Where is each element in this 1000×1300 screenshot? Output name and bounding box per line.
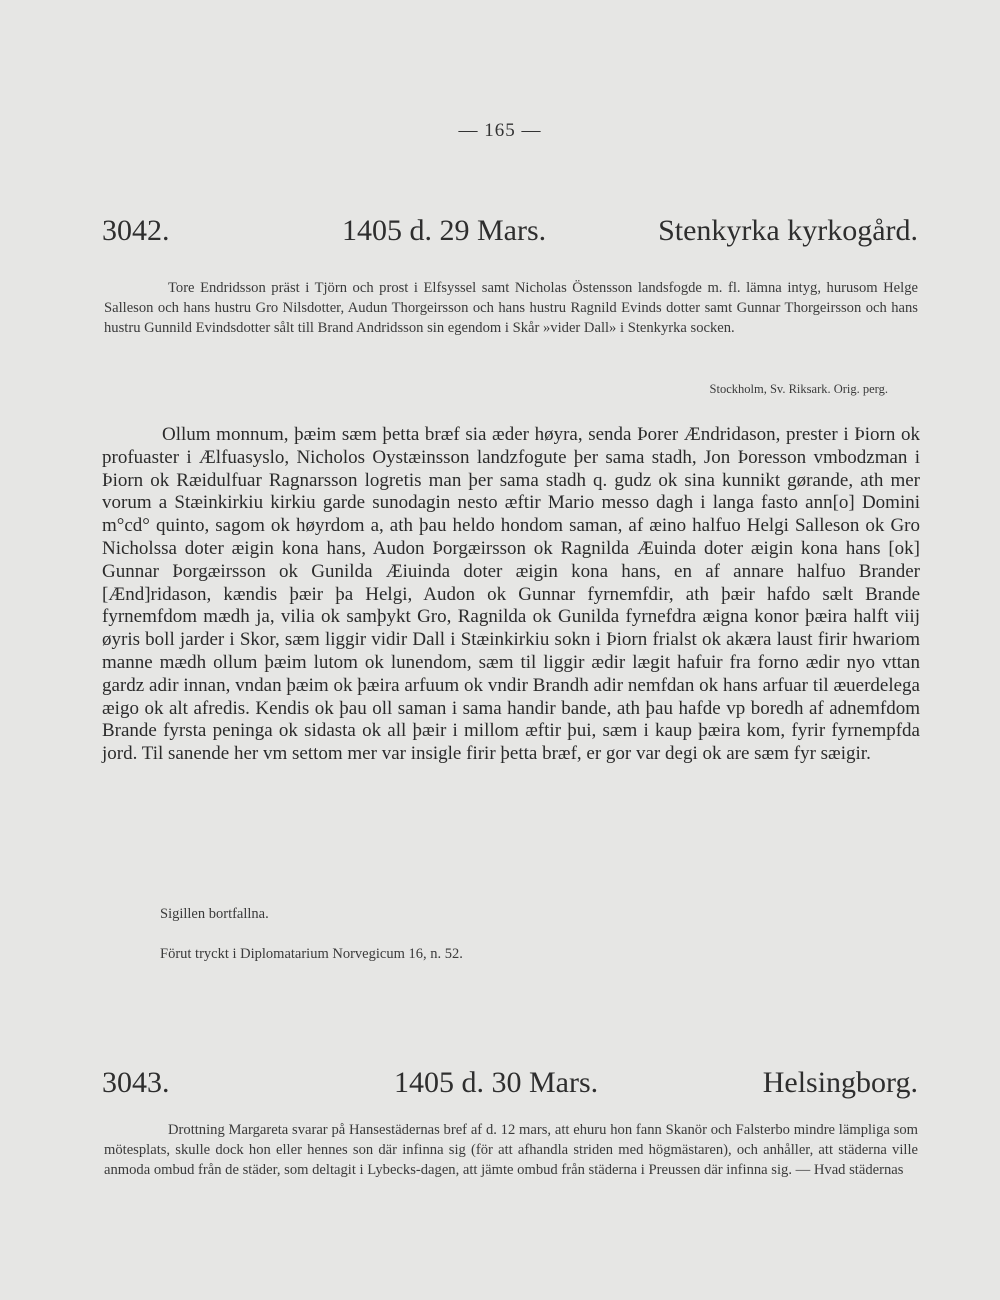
entry-number: 3043. <box>102 1066 170 1099</box>
page-number: — 165 — <box>458 120 542 141</box>
entry-number: 3042. <box>102 214 170 247</box>
entry-summary-3043: Drottning Margareta svarar på Hansestädernas bref af d. 12 mars, att ehuru hon fann Skanör och Falsterbo mindre lämpliga som mötesplats, skulle dock hon eller hennes son där infinna sig (för att afhandla striden med högmästaren), och anhåller, att städerna ville anmoda ombud från de städer, som deltagit i Lybecks-dagen, att jämte ombud från städerna i Preussen där infinna sig. — Hvad städernas <box>104 1122 918 1178</box>
source-reference: Stockholm, Sv. Riksark. Orig. perg. <box>709 382 888 396</box>
document-main-text: Ollum monnum, þæim sæm þetta bræf sia æder høyra, senda Þorer Ændridason, prester i Þiorn ok profuaster i Ælfuasyslo, Nicholos Oystæinsson landzfogute þer sama stadh, Jon Þoresson vmbodzman i Þiorn ok Ræidulfuar Ragnarsson logretis man þer sama stadh q. gudz ok sina kunnikt gørande, ath mer vorum a Stæinkirkiu kirkiu garde sunodagin nesto æftir Mario messo dagh i langa fasto ann[o] Domini m°cd° quinto, sagom ok høyrdom a, ath þau heldo hondom saman, af æino halfuo Helgi Salleson ok Gro Nicholssa doter æigin kona hans, Audon Þorgæirsson ok Ragnilda Æuinda doter æigin kona hans [ok] Gunnar Þorgæirsson ok Gunilda Æiuinda doter æigin kona hans, en af annare halfuo Brander [Ænd]ridason, kændis þæir þa Helgi, Audon ok Gunnar fyrnemfdir, ath þæir hafdo sælt Brande fyrnemfdom mædh ja, vilia ok samþykt Gro, Ragnilda ok Gunilda fyrnefdra æigna konor þæira halft viij øyris boll jarder i Skor, sæm liggir vidir Dall i Stæinkirkiu sokn i Þiorn frialst ok akæra laust firir hwariom manne mædh ollum þæim lutom ok lunendom, sæm til liggir ædir lægit hafuir fra forno ædir nyo vttan gardz adir innan, vndan þæim ok þæira arfuum ok vndir Brandh adir nemfdan ok hans arfuar til æuerdelega æigo ok alt afredis. Kendis ok þau oll saman i sama handir bande, ath þau hafde vp boredh af adnemfdom Brande fyrsta peninga ok sidasta ok all þæir i millom æftir þui, sæm i kaup þæira kom, fyrir fyrnempfda jord. Til sanende her vm settom mer var insigle firir þetta bræf, er gor var degi ok are sæm fyr sæigir. <box>102 424 920 765</box>
entry-date: 1405 d. 29 Mars. <box>342 214 547 247</box>
entry-summary-3042: Tore Endridsson präst i Tjörn och prost i Elfsyssel samt Nicholas Östensson landsfogde m. fl. lämna intyg, hurusom Helge Salleson och hans hustru Gro Nilsdotter, Audun Thorgeirsson och hans hustru Ragnild Evinds dotter samt Gunnar Thorgeirsson och hans hustru Gunnild Evindsdotter sålt till Brand Andridsson sin egendom i Skår »vider Dall» i Stenkyrka socken. <box>104 280 918 336</box>
seal-note: Sigillen bortfallna. <box>160 906 269 922</box>
entry-header-3043 <box>102 1066 918 1106</box>
entry-date: 1405 d. 30 Mars. <box>394 1066 599 1099</box>
entry-header-3042 <box>102 214 918 254</box>
printed-note: Förut tryckt i Diplomatarium Norvegicum 16, n. 52. <box>160 946 463 962</box>
entry-place: Helsingborg. <box>762 1066 918 1099</box>
entry-place: Stenkyrka kyrkogård. <box>658 214 918 247</box>
